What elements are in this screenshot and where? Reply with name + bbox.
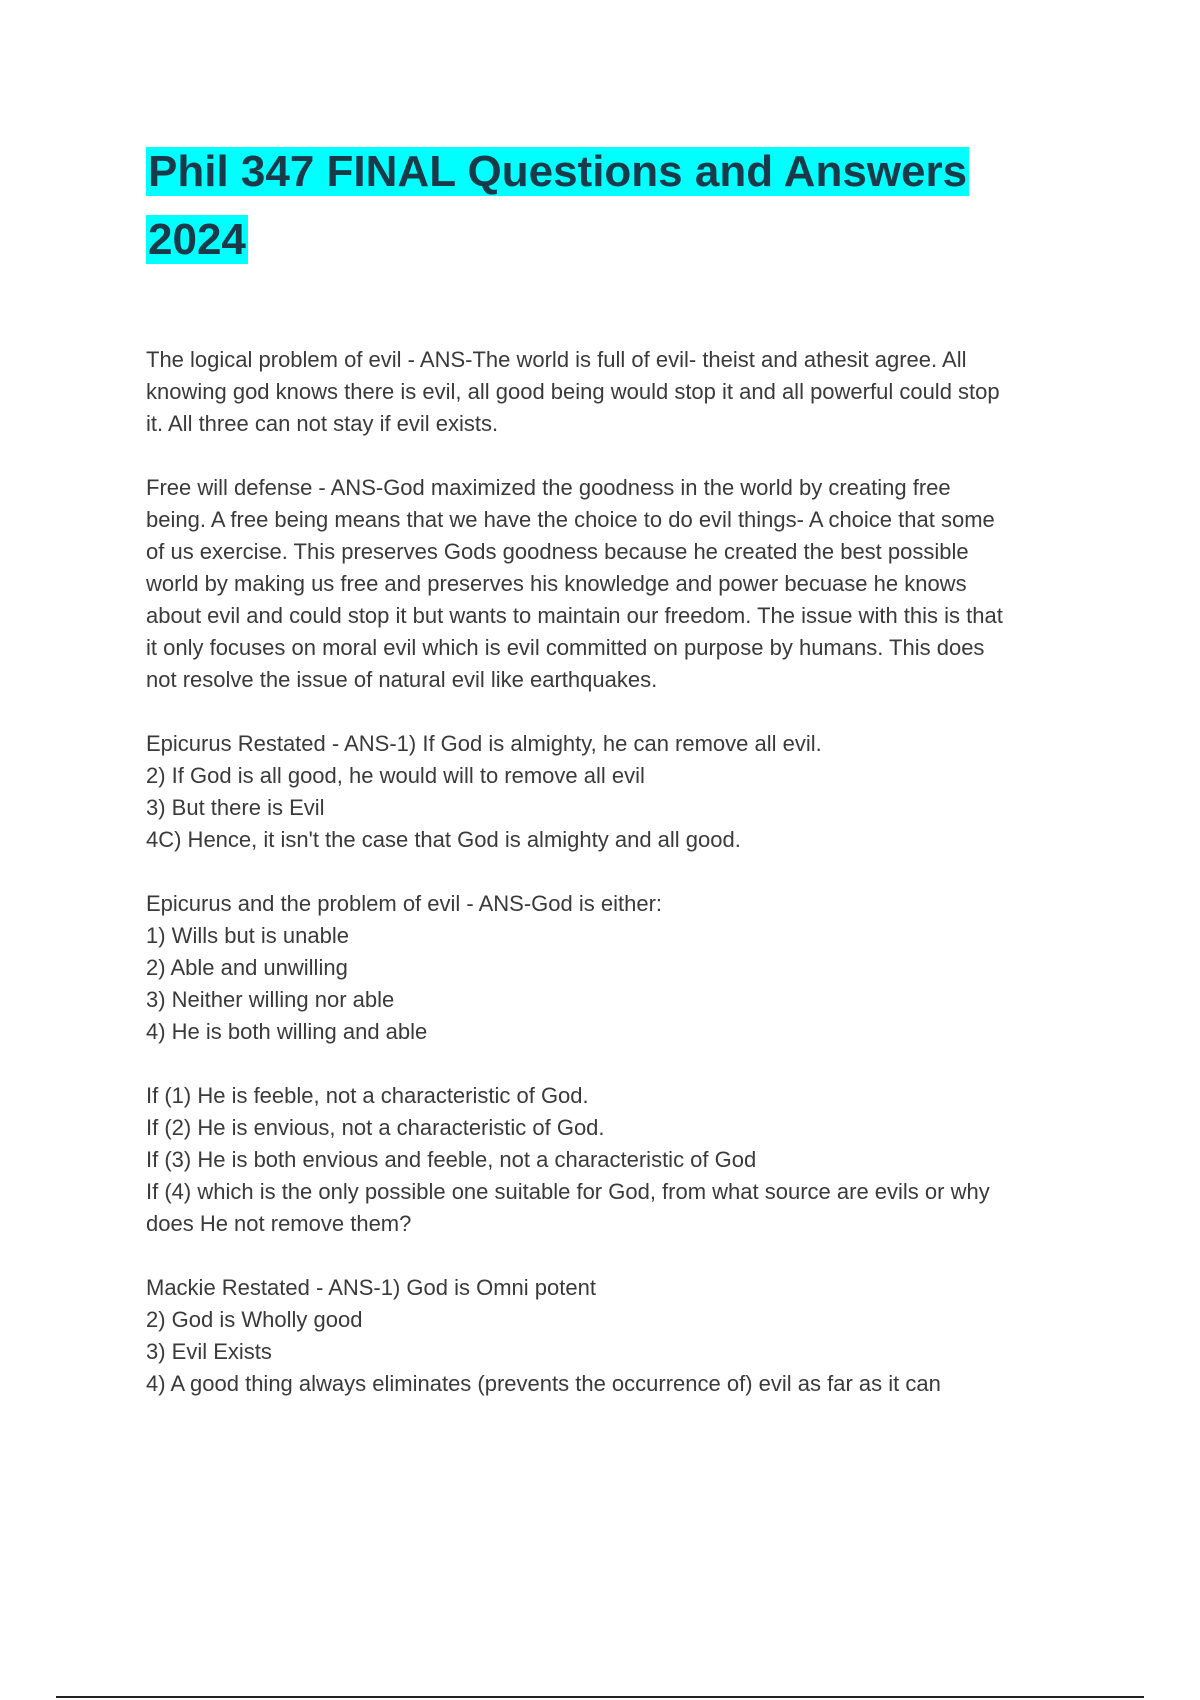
qa-paragraph (146, 472, 1091, 696)
text-line: world by making us free and preserves his knowledge and power becuase he knows (146, 571, 967, 596)
text-line: not resolve the issue of natural evil like earthquakes. (146, 667, 658, 692)
text-line: If (3) He is both envious and feeble, not a characteristic of God (146, 1147, 757, 1172)
text-line: 3) But there is Evil (146, 795, 325, 820)
text-line: 2) God is Wholly good (146, 1307, 363, 1332)
text-line: it. All three can not stay if evil exists. (146, 411, 499, 436)
text-line: does He not remove them? (146, 1211, 412, 1236)
qa-paragraph (146, 1272, 1091, 1400)
text-line: If (1) He is feeble, not a characteristic of God. (146, 1083, 589, 1108)
qa-block-logical-problem-of-evil (146, 344, 1091, 440)
text-line: Mackie Restated - ANS-1) God is Omni potent (146, 1275, 596, 1300)
qa-block-mackie-restated (146, 1272, 1091, 1400)
qa-paragraph (146, 1080, 1091, 1240)
text-line: of us exercise. This preserves Gods goodness because he created the best possible (146, 539, 969, 564)
text-line: knowing god knows there is evil, all good being would stop it and all powerful could stop (146, 379, 1000, 404)
text-line: 4) He is both willing and able (146, 1019, 428, 1044)
page-title (146, 138, 1046, 274)
text-line: If (4) which is the only possible one suitable for God, from what source are evils or why (146, 1179, 990, 1204)
text-line: 2) Able and unwilling (146, 955, 348, 980)
qa-block-epicurus-problem-of-evil (146, 888, 1091, 1048)
text-line: 1) Wills but is unable (146, 923, 349, 948)
text-line: If (2) He is envious, not a characteristic of God. (146, 1115, 605, 1140)
title-line-2: 2024 (148, 215, 246, 264)
text-line: Epicurus and the problem of evil - ANS-God is either: (146, 891, 663, 916)
text-line: about evil and could stop it but wants to maintain our freedom. The issue with this is that (146, 603, 1003, 628)
qa-paragraph (146, 344, 1091, 440)
qa-block-epicurus-restated (146, 728, 1091, 856)
qa-paragraph (146, 728, 1091, 856)
text-line: it only focuses on moral evil which is evil committed on purpose by humans. This does (146, 635, 985, 660)
text-line: Epicurus Restated - ANS-1) If God is almighty, he can remove all evil. (146, 731, 822, 756)
text-line: 3) Neither willing nor able (146, 987, 395, 1012)
qa-paragraph (146, 888, 1091, 1048)
document-body (146, 344, 1091, 1432)
qa-block-free-will-defense (146, 472, 1091, 696)
text-line: 2) If God is all good, he would will to remove all evil (146, 763, 645, 788)
title-line-1: Phil 347 FINAL Questions and Answers (148, 147, 968, 196)
text-line: 3) Evil Exists (146, 1339, 272, 1364)
text-line: The logical problem of evil - ANS-The world is full of evil- theist and athesit agree. All (146, 347, 967, 372)
page-bottom-divider (56, 1696, 1144, 1698)
text-line: 4) A good thing always eliminates (prevents the occurrence of) evil as far as it can (146, 1371, 941, 1396)
text-line: 4C) Hence, it isn't the case that God is almighty and all good. (146, 827, 741, 852)
text-line: being. A free being means that we have the choice to do evil things- A choice that some (146, 507, 995, 532)
text-line: Free will defense - ANS-God maximized the goodness in the world by creating free (146, 475, 951, 500)
qa-block-epicurus-conditions (146, 1080, 1091, 1240)
